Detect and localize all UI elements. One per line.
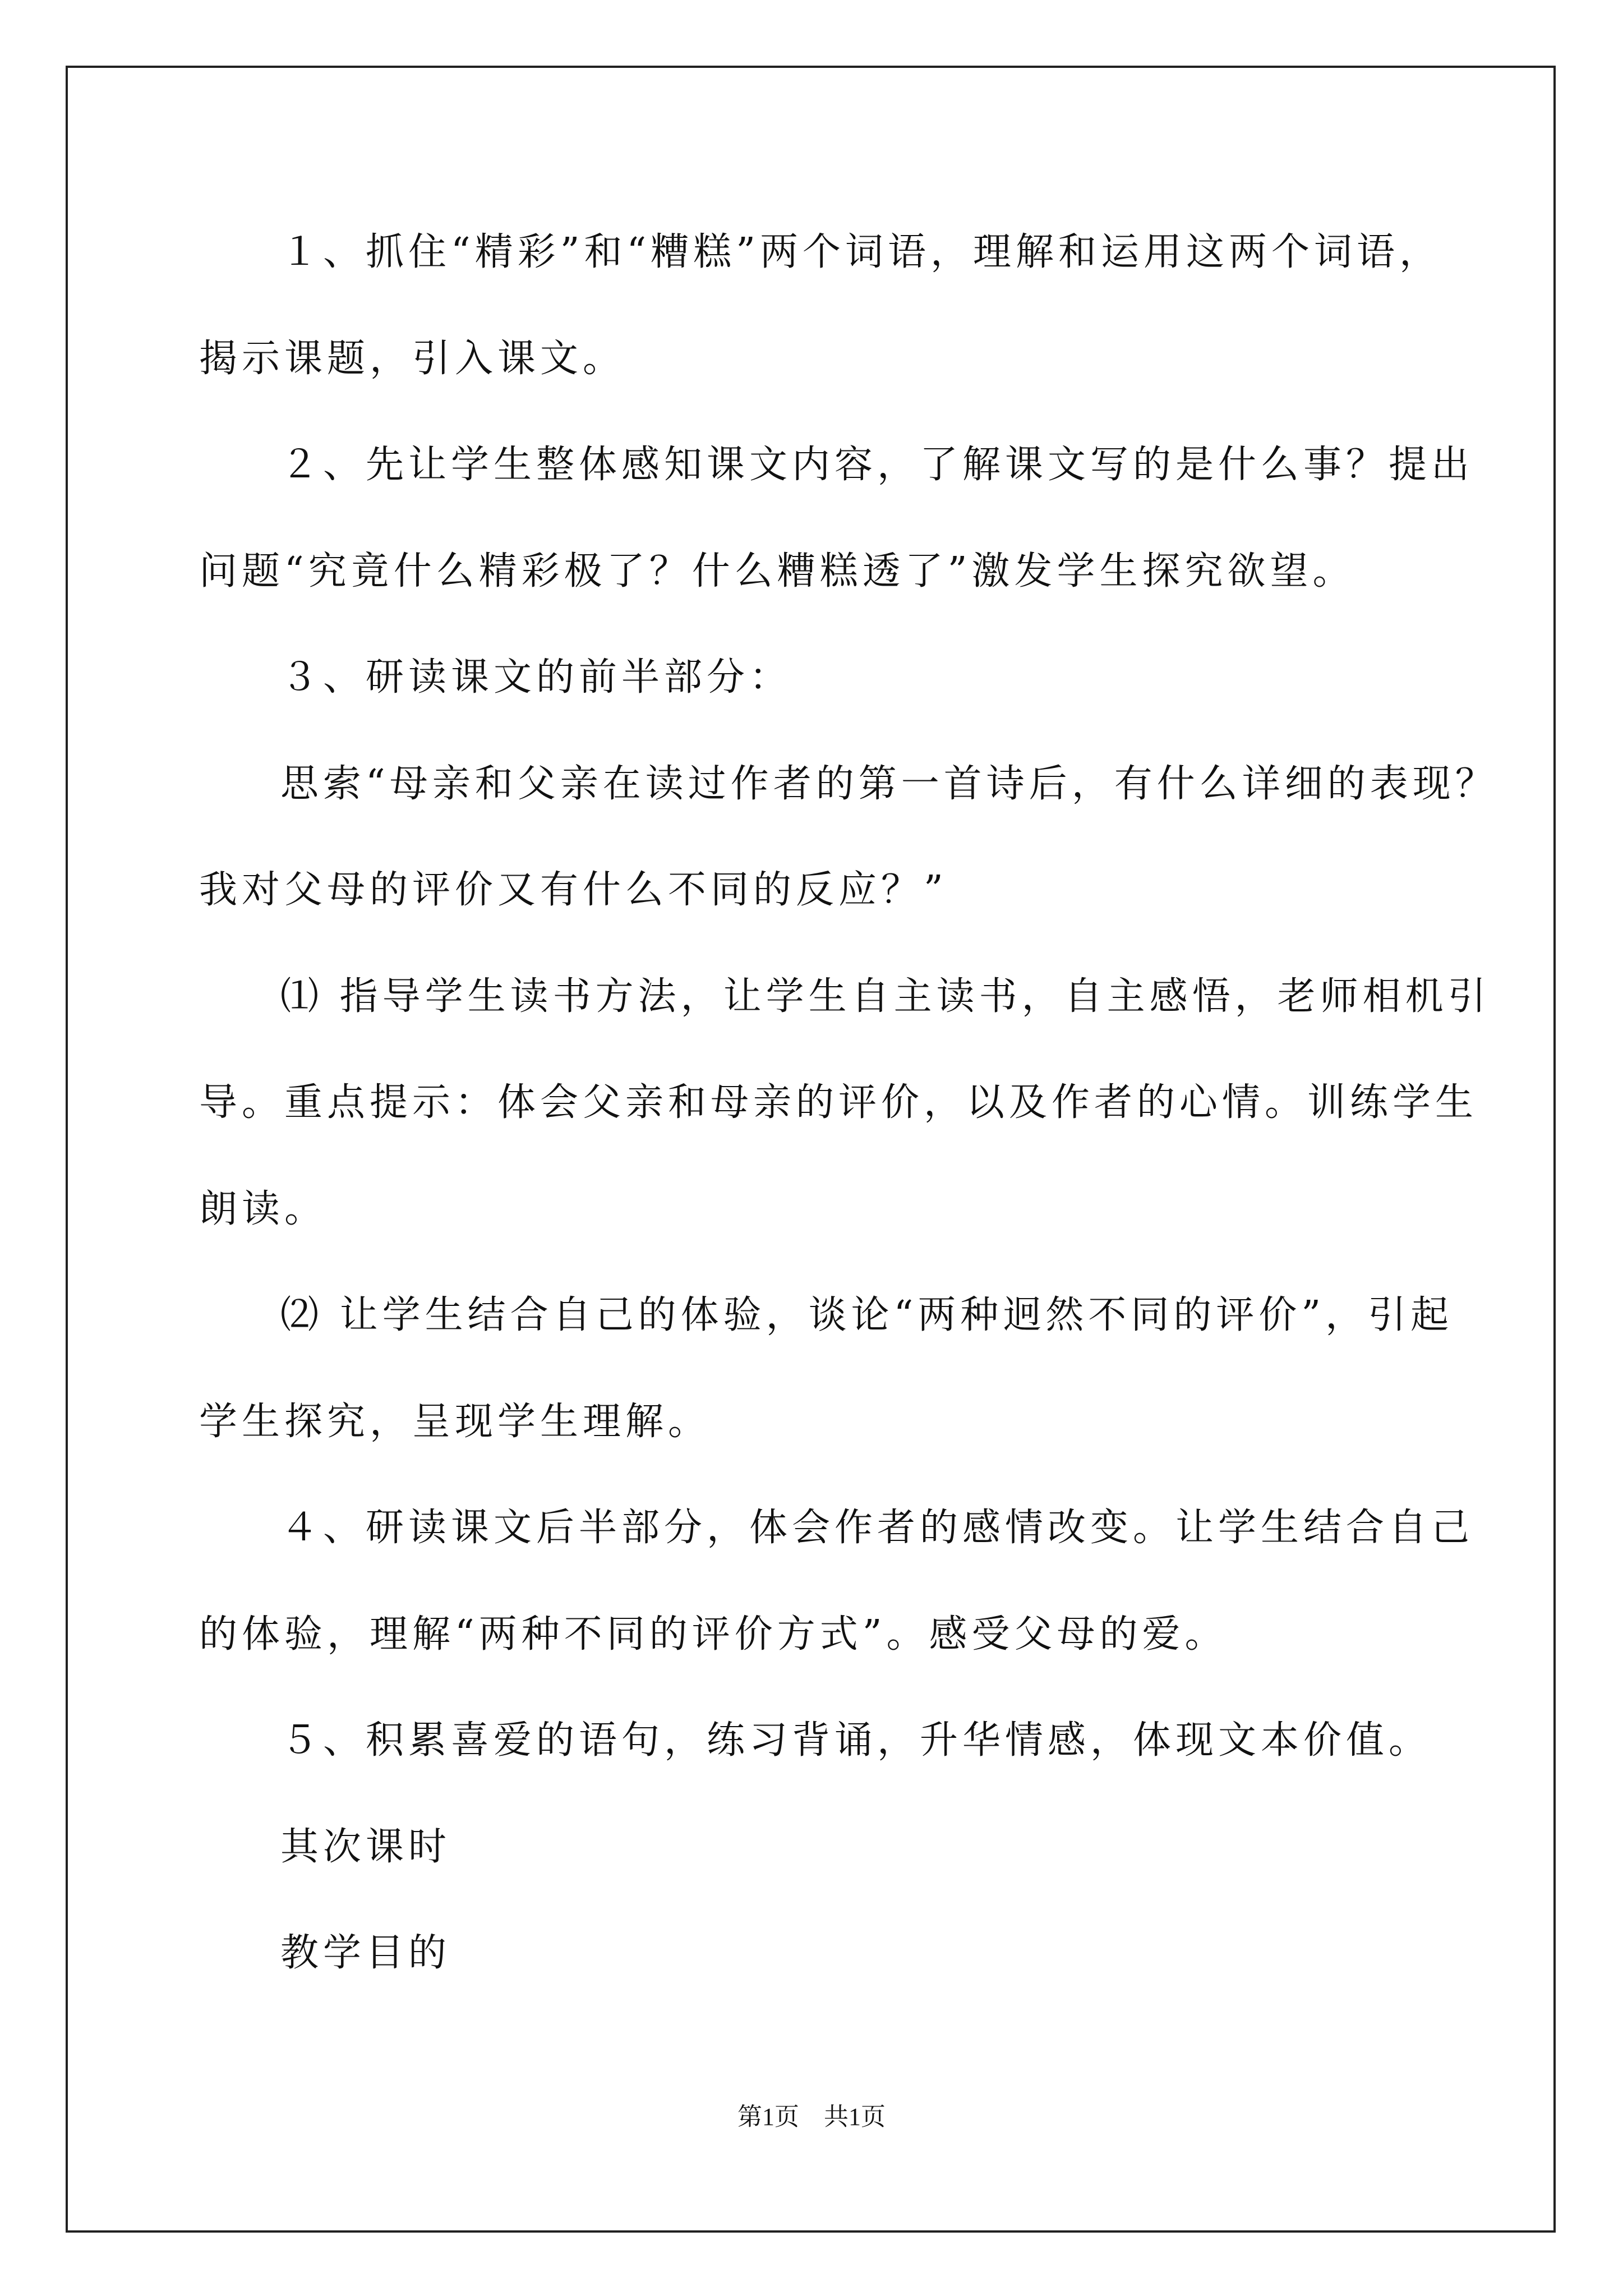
- paragraph-line: ５、积累喜爱的语句，练习背诵，升华情感，体现文本价值。: [280, 1718, 1432, 1763]
- paragraph-line: ４、研读课文后半部分，体会作者的感情改变。让学生结合自己: [280, 1506, 1474, 1550]
- paragraph-line: ⑴ 指导学生读书方法，让学生自主读书，自主感悟，老师相机引: [280, 974, 1491, 1019]
- paragraph-line: 揭示课题，引入课文。: [199, 337, 626, 381]
- paragraph-line: 的体验，理解“两种不同的评价方式”。感受父母的爱。: [199, 1612, 1228, 1657]
- paragraph-line: 导。重点提示：体会父亲和母亲的评价，以及作者的心情。训练学生: [199, 1080, 1478, 1125]
- paragraph-line: ３、研读课文的前半部分：: [280, 655, 792, 700]
- paragraph-line: 朗读。: [199, 1187, 328, 1231]
- paragraph-line: ⑵ 让学生结合自己的体验，谈论“两种迥然不同的评价”，引起: [280, 1293, 1454, 1337]
- paragraph-line: １、抓住“精彩”和“糟糕”两个词语，理解和运用这两个词语，: [280, 230, 1442, 274]
- paragraph-line: 问题“究竟什么精彩极了？什么糟糕透了”激发学生探究欲望。: [199, 549, 1355, 593]
- section-heading: 其次课时: [280, 1825, 451, 1869]
- section-heading: 教学目的: [280, 1931, 451, 1975]
- paragraph-line: 我对父母的评价又有什么不同的反应？”: [199, 868, 948, 912]
- page-number-footer: 第1页 共1页: [737, 2103, 886, 2131]
- paragraph-line: ２、先让学生整体感知课文内容，了解课文写的是什么事？提出: [280, 443, 1474, 487]
- paragraph-line: 学生探究，呈现学生理解。: [199, 1400, 711, 1444]
- paragraph-line: 思索“母亲和父亲在读过作者的第一首诗后，有什么详细的表现？: [280, 762, 1498, 806]
- page-border: [66, 66, 1556, 2233]
